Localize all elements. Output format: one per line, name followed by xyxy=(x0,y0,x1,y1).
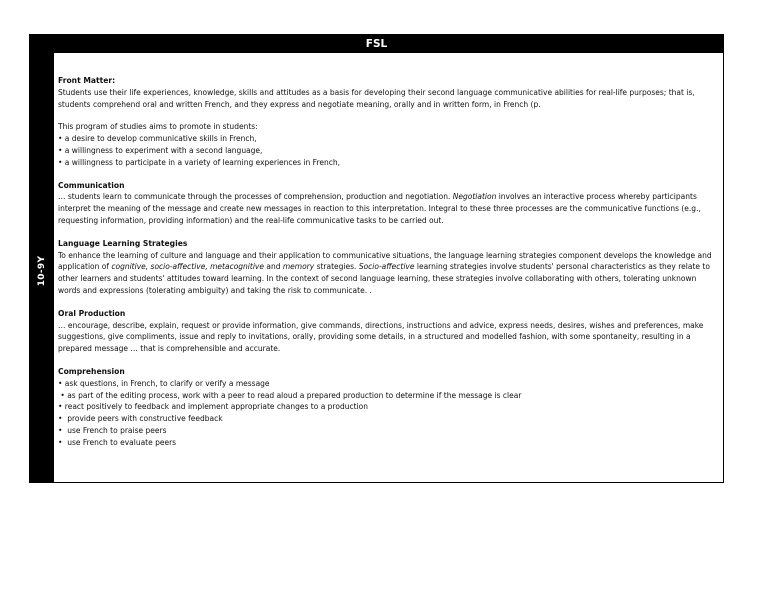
text-run: learning strategies involve students' personal characteristics as they relate to other learners and students' attitudes toward learning. In the context of second language learning, these strategies involve collaborating with others, tolerating unknown words and expressions (tolerating ambiguity) and taking the risk to communicate. . xyxy=(58,262,710,295)
program-intro: This program of studies aims to promote in students: xyxy=(58,122,258,132)
emphasis-text: Socio-affective xyxy=(358,262,415,272)
emphasis-text: Negotiation xyxy=(452,192,497,202)
text-run: To enhance the learning of culture and language and their application to communicative situations, the language learning strategies component develops the knowledge and application of xyxy=(58,250,712,272)
list-item: • react positively to feedback and implement appropriate changes to a production xyxy=(58,402,368,412)
list-item: • provide peers with constructive feedback xyxy=(58,414,223,424)
comprehension-section xyxy=(58,366,720,449)
strategies-section xyxy=(58,238,720,297)
communication-section xyxy=(58,180,720,227)
front-matter-text: Students use their life experiences, knowledge, skills and attitudes as a basis for developing their second language communicative abilities for real-life purposes; that is, students comprehend oral and written French, and they express and negotiate meaning, orally and in written form, in French (p. xyxy=(58,87,695,109)
list-item: • ask questions, in French, to clarify or verify a message xyxy=(58,378,270,388)
list-item: • use French to evaluate peers xyxy=(58,437,177,447)
text-run: and xyxy=(263,262,283,272)
front-matter-heading: Front Matter: xyxy=(58,76,116,85)
document-frame xyxy=(29,34,724,483)
emphasis-text: cognitive, socio-affective, metacognitive xyxy=(111,262,264,272)
document-content xyxy=(58,75,720,460)
communication-text xyxy=(58,191,720,226)
sidebar-label: 10-9Y xyxy=(37,255,47,287)
front-matter-section xyxy=(58,75,720,110)
page-header xyxy=(30,35,723,53)
list-item: • use French to praise peers xyxy=(58,425,167,435)
list-item: • a willingness to experiment with a second language, xyxy=(58,145,263,155)
program-section xyxy=(58,121,720,168)
strategies-text xyxy=(58,250,720,297)
text-run: involves an interactive process whereby participants interpret the meaning of the message and create new messages in reaction to this interpretation. Integral to these three processes are the communicative functions (e.g., requesting information, providing information) and the real-life communicative tasks to be carried out. xyxy=(58,192,701,225)
text-run: strategies. xyxy=(314,262,359,272)
comprehension-list xyxy=(58,378,720,449)
oral-production-section xyxy=(58,308,720,355)
oral-production-text: … encourage, describe, explain, request or provide information, give commands, directions, instructions and advice, express needs, desires, wishes and preferences, make suggestions, give compliments, issue and reply to invitations, orally, providing some details, in a structured and modelled fashion, with some spontaneity, resulting in a prepared message … that is comprehensible and accurate. xyxy=(58,320,704,354)
list-item: • as part of the editing process, work with a peer to read aloud a prepared production to determine if the message is clear xyxy=(58,390,522,400)
emphasis-text: memory xyxy=(282,262,315,272)
list-item: • a willingness to participate in a variety of learning experiences in French, xyxy=(58,157,340,167)
comprehension-heading: Comprehension xyxy=(58,366,125,376)
communication-heading: Communication xyxy=(58,180,125,190)
header-title: FSL xyxy=(365,38,388,50)
sidebar xyxy=(30,35,54,482)
text-run: … students learn to communicate through the processes of comprehension, production and negotiation. xyxy=(58,192,453,202)
list-item: • a desire to develop communicative skills in French, xyxy=(58,134,257,144)
program-list xyxy=(58,133,720,168)
oral-production-heading: Oral Production xyxy=(58,308,126,318)
strategies-heading: Language Learning Strategies xyxy=(58,238,188,248)
